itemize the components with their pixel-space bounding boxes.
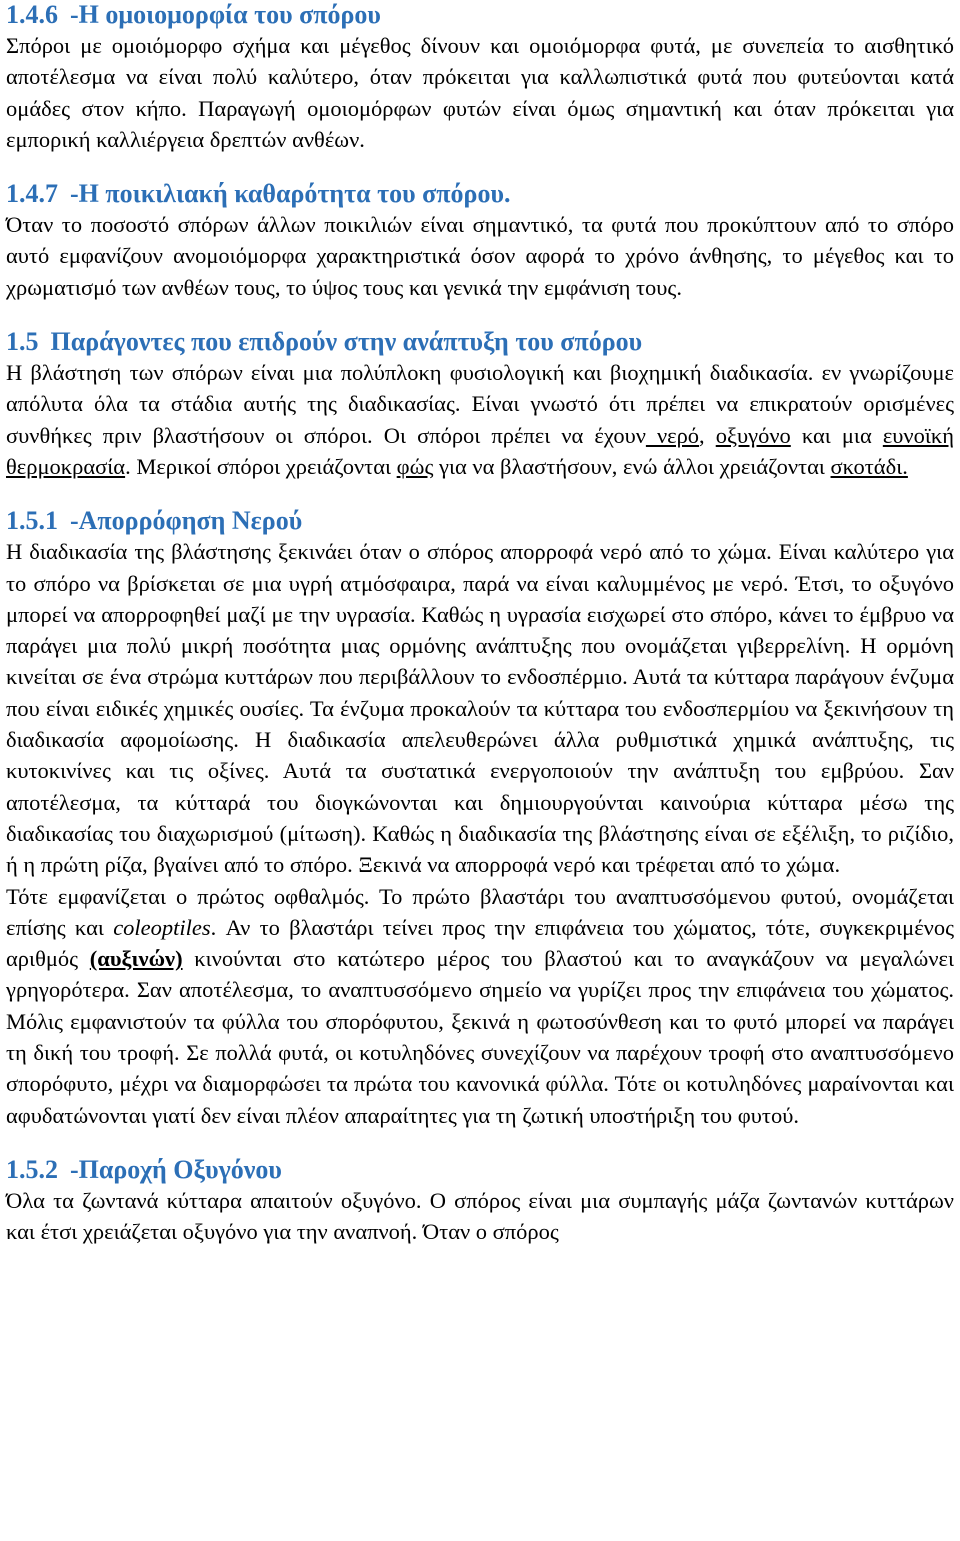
section-number: 1.5.1 bbox=[6, 506, 58, 536]
section-title: -Η ομοιομορφία του σπόρου bbox=[70, 0, 381, 29]
underlined-term-water: νερό bbox=[645, 422, 700, 448]
italic-term-coleoptiles: coleoptiles bbox=[113, 914, 211, 940]
text-run: . Μερικοί σπόροι χρειάζονται bbox=[125, 453, 397, 479]
text-run: κινούνται στο κατώτερο μέρος του βλαστού και το αναγκάζουν να μεγαλώνει γρηγορότερα. Σαν αποτέλεσμα, το αναπτυσσόμενο σημείο να γυρίζει προς την επιφάνεια του χώματος. Μόλις εμφανιστούν τα φύλλα του σπορόφυτου, ξεκινά η φωτοσύνθεση και το φυτό μπορεί να παράγει τη δική του τροφή. Σε πολλά φυτά, οι κοτυληδόνες συνεχίζουν να παρέχουν τροφή στο αναπτυσσόμενο σπορόφυτο, μέχρι να διαμορφώσει τα πρώτα του κανονικά φύλλα. Τότε οι κοτυληδόνες μαραίνονται και αφυδατώνονται γιατί δεν είναι πλέον απαραίτητες για τη ζωτική υποστήριξη του φυτού. bbox=[6, 946, 954, 1128]
paragraph-oxygen-supply: Όλα τα ζωντανά κύτταρα απαιτούν οξυγόνο. Ο σπόρος είναι μια συμπαγής μάζα ζωντανών κυττάρων και έτσι χρειάζεται οξυγόνο για την αναπνοή. Όταν ο σπόρος bbox=[6, 1187, 954, 1245]
paragraph-germination-factors bbox=[6, 357, 954, 482]
section-heading-1-5 bbox=[6, 327, 954, 357]
underlined-term-darkness: σκοτάδι. bbox=[830, 453, 908, 479]
bold-term-auxins: (αυξινών) bbox=[89, 946, 183, 972]
underlined-term-temperature: ευνοϊκή θερμοκρασία bbox=[6, 422, 954, 479]
section-title: -Παροχή Οξυγόνου bbox=[70, 1154, 282, 1184]
section-number: 1.4.6 bbox=[6, 0, 58, 29]
section-number: 1.5 bbox=[6, 327, 39, 357]
section-number: 1.4.7 bbox=[6, 179, 58, 209]
section-heading-1-5-2 bbox=[6, 1155, 954, 1185]
paragraph-varietal-purity: Όταν το ποσοστό σπόρων άλλων ποικιλιών είναι σημαντικό, τα φυτά που προκύπτουν από το σπόρο αυτό εμφανίζουν ανομοιόμορφα χαρακτηριστικά όσον αφορά το χρόνο άνθησης, το μέγεθος και το χρωματισμό των ανθέων τους, το ύψος τους και γενικά την εμφάνιση τους. bbox=[6, 212, 954, 300]
underlined-term-oxygen: οξυγόνο bbox=[715, 422, 791, 448]
section-heading-1-4-6 bbox=[6, 0, 954, 30]
section-title: -Η ποικιλιακή καθαρότητα του σπόρου. bbox=[70, 179, 511, 209]
text-run: . Αν το βλαστάρι τείνει προς την επιφάνεια του χώματος, τότε, συγκεκριμένος αριθμός bbox=[6, 914, 954, 972]
paragraph-uniformity: Σπόροι με ομοιόμορφο σχήμα και μέγεθος δίνουν και ομοιόμορφα φυτά, με συνεπεία το αισθητικό αποτέλεσμα να είναι πολύ καλύτερο, όταν πρόκειται για καλλωπιστικά φυτά που φυτεύονται κατά ομάδες στον κήπο. Παραγωγή ομοιομόρφων φυτών είναι όμως σημαντική και όταν πρόκειται για εμπορική καλλιέργεια δρεπτών ανθέων. bbox=[6, 33, 954, 152]
text-run: για να βλαστήσουν, ενώ άλλοι χρειάζονται bbox=[433, 453, 831, 479]
text-run: Τότε εμφανίζεται ο πρώτος οφθαλμός. Το πρώτο βλαστάρι του αναπτυσσόμενου φυτού, ονομάζεται επίσης και bbox=[6, 883, 954, 940]
section-title: -Απορρόφηση Νερού bbox=[70, 506, 303, 536]
paragraph-water-absorption: Η διαδικασία της βλάστησης ξεκινάει όταν ο σπόρος απορροφά νερό από το χώμα. Είναι καλύτερο για το σπόρο να βρίσκεται σε μια υγρή ατμόσφαιρα, παρά να είναι καλυμμένος με νερό. Έτσι, το οξυγόνο μπορεί να απορροφηθεί μαζί με την υγρασία. Καθώς η υγρασία εισχωρεί στο σπόρο, κάνει το έμβρυο να παράγει μια πολύ μικρή ποσότητα μιας ορμόνης ανάπτυξης που ονομάζεται γιβερρελίνη. Η ορμόνη κινείται σε ένα στρώμα κυττάρων που περιβάλλουν το ενδοσπέρμιο. Αυτά τα κύτταρα παράγουν ένζυμα που είναι ειδικές χημικές ουσίες. Τα ένζυμα προκαλούν τα κύτταρα του ενδοσπερμίου να ξεκινήσουν τη διαδικασία αφομοίωσης. Η διαδικασία απελευθερώνει άλλα ρυθμιστικά χημικά ανάπτυξης, τις κυτοκινίνες και τις οξίνες. Αυτά τα συστατικά ενεργοποιούν την ανάπτυξη του εμβρύου. Σαν αποτέλεσμα, τα κύτταρά του διογκώνονται και δημιουργούνται καινούρια κύτταρα μέσω της διαδικασίας του διαχωρισμού (μίτωση). Καθώς η διαδικασία της βλάστησης είναι σε εξέλιξη, το ριζίδιο, ή η πρώτη ρίζα, βγαίνει από το σπόρο. Ξεκινά να απορροφά νερό και τρέφεται από το χώμα. bbox=[6, 539, 954, 878]
underlined-term-light: φώς bbox=[396, 453, 434, 479]
paragraph-first-shoot bbox=[6, 881, 954, 1131]
text-run: , bbox=[699, 422, 716, 448]
section-heading-1-5-1 bbox=[6, 506, 954, 536]
section-heading-1-4-7 bbox=[6, 179, 954, 209]
section-title: Παράγοντες που επιδρούν στην ανάπτυξη του σπόρου bbox=[50, 327, 643, 357]
text-run: και μια bbox=[790, 422, 883, 448]
text-run: Η βλάστηση των σπόρων είναι μια πολύπλοκη φυσιολογική και βιοχημική διαδικασία. εν γνωρίζουμε απόλυτα όλα τα στάδια αυτής της διαδικασίας. Είναι γνωστό ότι πρέπει να επικρατούν ορισμένες συνθήκες πριν βλαστήσουν οι σπόροι. Οι σπόροι πρέπει να έχουν bbox=[6, 360, 954, 448]
section-number: 1.5.2 bbox=[6, 1154, 58, 1184]
